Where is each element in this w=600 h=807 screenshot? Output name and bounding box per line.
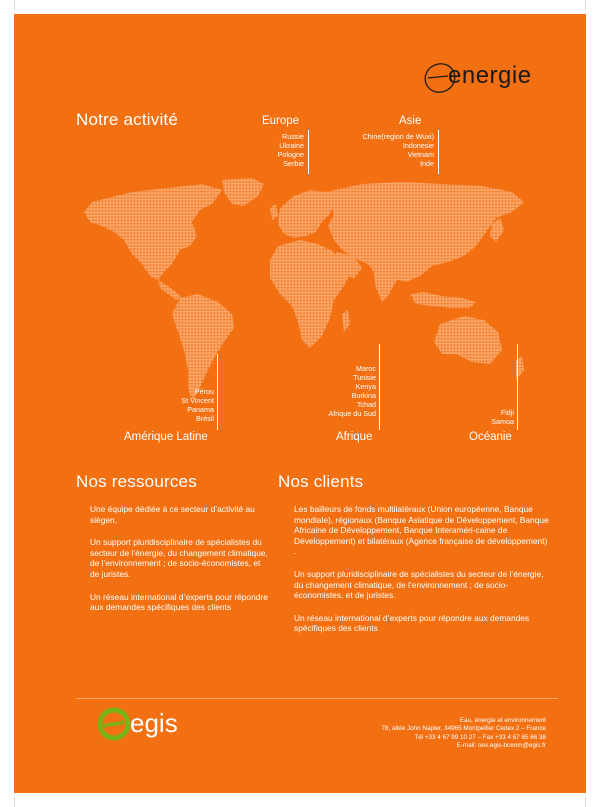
region-europe-label: Europe [262,115,300,127]
ressources-paragraph: Une équipe dédiée à ce secteur d’activité au siègen, [90,504,255,525]
europe-country-list [244,132,304,168]
oceanie-leader-line [517,344,518,430]
country: Samoa [491,417,514,426]
country: Tunisie [353,373,376,382]
region-amerique-label: Amérique Latine [124,431,208,443]
egis-logo-text: egis [130,708,178,738]
footer-divider [76,698,558,699]
region-afrique-label: Afrique [336,431,373,443]
uk [270,204,278,220]
central-america [158,280,182,300]
region-oceanie-label: Océanie [469,431,512,443]
egis-logo [94,704,204,744]
brochure-page [14,14,586,793]
footer-line: 78, allée John Napier, 34965 Montpellier Cedex 2 – France [381,725,546,733]
country: Kenya [355,382,376,391]
footer-line: Tél +33 4 67 99 10 27 – Fax +33 4 67 65 66 38 [414,733,546,741]
energie-logo [418,58,558,96]
country: Inde [420,159,434,168]
amerique-leader-line [217,354,218,430]
clients-text [294,504,550,646]
australia [434,316,502,364]
country: Afrique du Sud [328,409,376,418]
country: Russie [282,132,304,141]
country: Burkina [351,391,376,400]
crop-mark [585,797,586,807]
afrique-country-list [294,364,376,418]
crop-mark [14,0,15,10]
country: Ukraine [279,141,304,150]
asie-country-list [314,132,434,168]
country: Pérou [194,387,214,396]
activity-title: Notre activité [76,110,179,129]
country: Panama [187,405,214,414]
madagascar [342,310,350,332]
south-america [172,294,234,400]
country: Vietnam [407,150,434,159]
country: Chine(region de Wuxi) [362,132,434,141]
indonesia [410,292,476,308]
country: Serbie [283,159,304,168]
footer-contact [381,717,546,751]
afrique-leader-line [379,344,380,430]
ressources-text [90,504,270,625]
country: Tchad [356,400,376,409]
asie-leader-line [438,130,439,174]
country: St Vincent [181,396,214,405]
clients-title: Nos clients [278,472,364,491]
clients-paragraph: Un réseau international d’experts pour répondre aux demandes spécifiques des clients [294,612,530,634]
oceanie-country-list [454,408,514,426]
crop-mark [585,0,586,10]
north-america [84,184,222,280]
country: Maroc [356,364,376,373]
europe-leader-line [308,130,309,174]
ressources-title: Nos ressources [76,472,197,491]
clients-paragraph: Un support pluridisciplinaire de spécialistes du secteur de l’énergie, du changement climatique, de l’environnement ; de socio-économistes, et de juristes. [294,568,544,601]
amerique-country-list [144,387,214,423]
region-asie-label: Asie [399,115,422,127]
ressources-paragraph: Un support pluridisciplinaire de spécialistes du secteur de l’énergie, du changement climatique, de l’environnement ; de socio-économistes, et de juristes. [90,537,268,579]
europe [278,190,334,238]
country: Indonesie [402,141,434,150]
energie-logo-text: energie [448,62,532,89]
country: Pologne [277,150,304,159]
footer-line: Eau, énergie et environnement [459,717,546,724]
crop-mark [14,797,15,807]
egis-logo-mark [94,704,134,744]
clients-paragraph: Les bailleurs de fonds multilatéraux (Union européenne, Banque mondiale), régionaux (Banque Asiatique de Développement, Banque Africaine de Développement, Banque Interaméri-caine de Développement) et bilatéraux (Agence française de développement) . [294,504,549,557]
ressources-paragraph: Un réseau international d’experts pour répondre aux demandes spécifiques des clients [90,591,268,613]
country: Brésil [196,414,214,423]
footer-line: E-mail: oex.egis-bceom@egis.fr [456,742,546,750]
greenland [222,178,264,206]
country: Fidji [500,408,514,417]
